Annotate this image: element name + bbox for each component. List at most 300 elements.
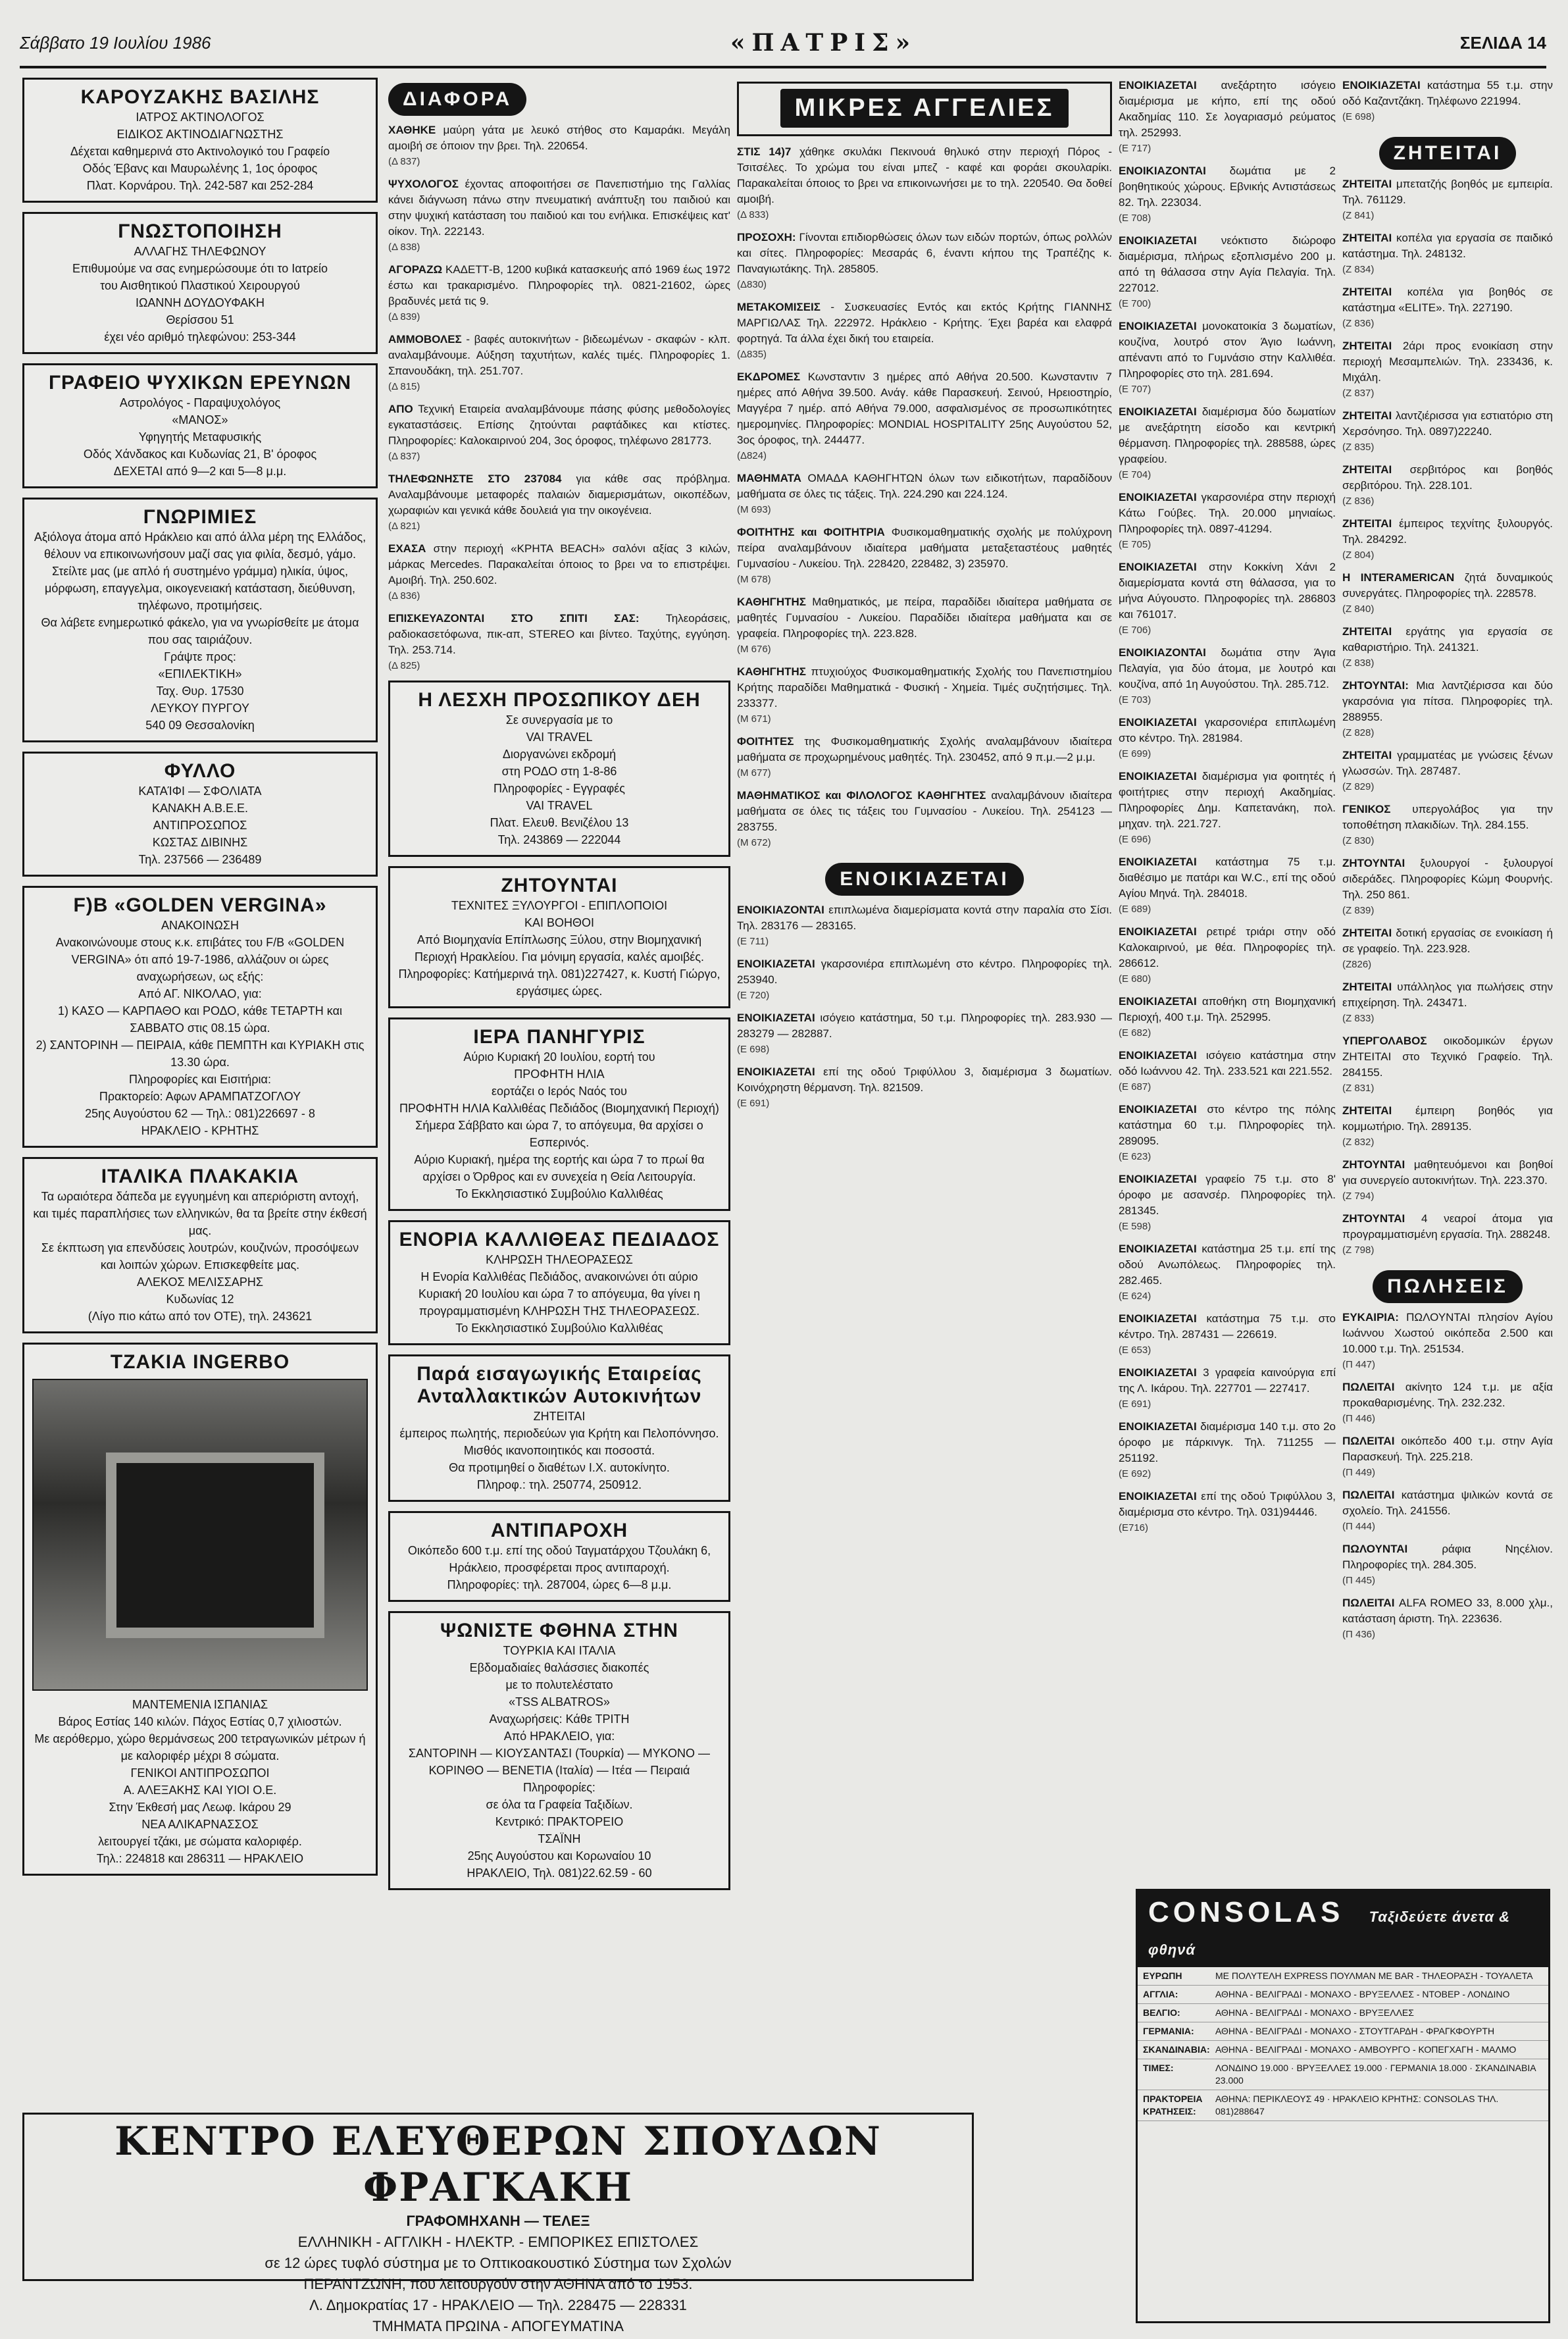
classified-code: (Δ 825) bbox=[388, 660, 420, 671]
classified-list bbox=[1342, 78, 1553, 125]
ad-line: Αναχωρήσεις: Κάθε ΤΡΙΤΗ bbox=[489, 1712, 630, 1726]
ad-line: εορτάζει ο Ιερός Ναός του bbox=[491, 1085, 627, 1098]
consolas-title: CONSOLAS bbox=[1148, 1896, 1344, 1928]
classified-text: γραμματέας με γνώσεις ξένων γλωσσών. Τηλ. 287487. bbox=[1342, 749, 1553, 777]
classified-code: (Μ 676) bbox=[737, 644, 771, 655]
consolas-travel-ad bbox=[1136, 1889, 1550, 2323]
ad-line: Από Βιομηχανία Επίπλωσης Ξύλου, στην Βιομηχανική Περιοχή Ηρακλείου. Για μόνιμη εργασία, καλές αμοιβές. bbox=[415, 933, 704, 964]
route-row bbox=[1138, 2022, 1548, 2041]
ad-line: Αξιόλογα άτομα από Ηράκλειο και από άλλα μέρη της Ελλάδος, θέλουν να επικοινωνήσουν μαζί σας για φιλία, δεσμό, γάμο. bbox=[34, 530, 367, 561]
classified-item bbox=[737, 594, 1112, 657]
classified-code: (Ζ 829) bbox=[1342, 781, 1375, 792]
route-country: ΠΡΑΚΤΟΡΕΙΑ ΚΡΑΤΗΣΕΙΣ: bbox=[1143, 2094, 1203, 2117]
ad-line: ΙΑΤΡΟΣ ΑΚΤΙΝΟΛΟΓΟΣ bbox=[136, 111, 265, 124]
school-ad-line: ΕΛΛΗΝΙΚΗ - ΑΓΓΛΙΚΗ - ΗΛΕΚΤΡ. - ΕΜΠΟΡΙΚΕΣ ΕΠΙΣΤΟΛΕΣ bbox=[297, 2234, 699, 2250]
classified-keyword: ΕΝΟΙΚΙΑΖΕΤΑΙ bbox=[1119, 320, 1197, 332]
classified-code: (Π 445) bbox=[1342, 1575, 1376, 1586]
classified-item bbox=[1342, 1433, 1553, 1481]
classified-keyword: ΑΜΜΟΒΟΛΕΣ bbox=[388, 333, 462, 346]
ad-line: Α. ΑΛΕΞΑΚΗΣ ΚΑΙ ΥΙΟΙ Ο.Ε. bbox=[123, 1784, 277, 1797]
ad-line: με το πολυτελέστατο bbox=[505, 1678, 613, 1691]
classified-keyword: ΖΗΤΕΙΤΑΙ bbox=[1342, 927, 1392, 939]
classified-text: Κωνσταντιν 3 ημέρες από Αθήνα 20.500. Κωνσταντιν 7 ημέρες από Αθήνα 39.500. Ανάγ. κάθε Παρασκευή. Σεινού, Ηρειοστηρίο, Μαγγέρα 7 ημέρ. από Αθήνα 79.000, ασφαλισμένος σε προσωπικότητες ημερομηνίες. Πληροφορίες: MONDIAL HOSPITALITY 25ης Αυγούστου 52, 3ος όροφος, τηλ. 244477. bbox=[737, 371, 1112, 446]
classified-code: (Δ 839) bbox=[388, 311, 420, 322]
classified-keyword: ΕΝΟΙΚΙΑΖΕΤΑΙ bbox=[1119, 995, 1197, 1008]
page-header bbox=[20, 26, 1546, 68]
classified-item bbox=[1342, 1595, 1553, 1643]
classified-keyword: ΖΗΤΕΙΤΑΙ bbox=[1342, 340, 1392, 352]
classified-code: (Δ 836) bbox=[388, 590, 420, 602]
classified-code: (Δ 838) bbox=[388, 242, 420, 253]
classified-text: χάθηκε σκυλάκι Πεκινουά θηλυκό στην περιοχή Πόρος - Τσιτσέλες. Το χρώμα του είναι μπεζ - καφέ και φοράει σκουλαρίκι. Παρακαλείται όποιος το βρει να επικοινωνήσει με το τηλ. 220540. Θα δοθεί αμοιβή. bbox=[737, 145, 1112, 205]
classified-item bbox=[1342, 1211, 1553, 1258]
classified-item bbox=[1119, 404, 1336, 483]
classified-code: (Ζ 798) bbox=[1342, 1245, 1375, 1256]
classified-text: οικόπεδο 400 τ.μ. στην Αγία Παρασκευή. Τηλ. 225.218. bbox=[1342, 1435, 1553, 1463]
classified-keyword: ΕΝΟΙΚΙΑΖΕΤΑΙ bbox=[1119, 561, 1197, 573]
classified-item bbox=[1119, 715, 1336, 762]
classified-code: (Ε 717) bbox=[1119, 143, 1151, 154]
classified-code: (Ζ 794) bbox=[1342, 1191, 1375, 1202]
issue-date: Σάββατο 19 Ιουλίου 1986 bbox=[20, 33, 211, 53]
ad-line: ΚΑΙ ΒΟΗΘΟΙ bbox=[524, 916, 595, 929]
classified-keyword: ΕΝΟΙΚΙΑΖΕΤΑΙ bbox=[1119, 856, 1197, 868]
classified-text: ανεξάρτητο ισόγειο διαμέρισμα με κήπο, επί της οδού Ακαδημίας 110. Σε λογαριασμό ρεύματος τηλ. 252993. bbox=[1119, 79, 1336, 139]
classified-code: (Δ824) bbox=[737, 450, 767, 461]
classified-text: - Συσκευασίες Εντός και εκτός Κρήτης ΓΙΑΝΝΗΣ ΜΑΡΓΙΩΛΑΣ Τηλ. 222972. Ηράκλειο - Κρήτης. Έχει βαρέα και ελαφρά φορτηγά. Τα άλλα έχει δική του εταιρεία. bbox=[737, 301, 1112, 345]
school-ad-title: ΚΕΝΤΡΟ ΕΛΕΥΘΕΡΩΝ ΣΠΟΥΔΩΝ ΦΡΑΓΚΑΚΗ bbox=[114, 2119, 882, 2211]
classified-text: υπάλληλος για πωλήσεις στην επιχείρηση. Τηλ. 243471. bbox=[1342, 981, 1553, 1009]
ad-line: στη ΡΟΔΟ στη 1-8-86 bbox=[501, 765, 617, 778]
classified-item bbox=[1119, 769, 1336, 848]
display-ad bbox=[22, 212, 378, 354]
classified-text: Τεχνική Εταιρεία αναλαμβάνουμε πάσης φύσης μεθοδολογίες εγκαταστάσεις. Επίσης ζητούνται ραφτάδικες και κτίστες. Πληροφορίες: Καλοκαιρινού 204, 3ος όροφος, τηλέφωνο 281773. bbox=[388, 403, 730, 447]
ad-line: ΑΛΛΑΓΗΣ ΤΗΛΕΦΩΝΟΥ bbox=[134, 245, 266, 258]
page-number: ΣΕΛΙΔΑ 14 bbox=[1459, 33, 1546, 53]
section-heading-zhteitai: ΖΗΤΕΙΤΑΙ bbox=[1379, 137, 1517, 170]
classified-text: αναλαμβάνουν ιδιαίτερα μαθήματα σε όλες τις τάξεις του Γυμνασίου - Λυκείου. Τηλ. 254123 — 283755. bbox=[737, 789, 1112, 833]
ad-line: (Λίγο πιο κάτω από τον ΟΤΕ), τηλ. 243621 bbox=[88, 1310, 313, 1323]
classified-keyword: ΦΟΙΤΗΤΗΣ και ΦΟΙΤΗΤΡΙΑ bbox=[737, 526, 885, 538]
classified-keyword: ΖΗΤΕΙΤΑΙ bbox=[1342, 232, 1392, 244]
classified-keyword: ΜΕΤΑΚΟΜΙΣΕΙΣ bbox=[737, 301, 821, 313]
ad-line: 2) ΣΑΝΤΟΡΙΝΗ — ΠΕΙΡΑΙΑ, κάθε ΠΕΜΠΤΗ και ΚΥΡΙΑΚΗ στις 13.30 ώρα. bbox=[36, 1039, 365, 1069]
classified-text: ΠΩΛΟΥΝΤΑΙ πλησίον Αγίου Ιωάννου Χωστού οικόπεδα 2.500 και 10.000 τ.μ. Τηλ. 251534. bbox=[1342, 1311, 1553, 1355]
classified-item bbox=[737, 299, 1112, 363]
ad-line: 25ης Αυγούστου 62 — Τηλ.: 081)226697 - 8 bbox=[85, 1107, 315, 1120]
classified-item bbox=[1119, 233, 1336, 312]
ad-title: ΨΩΝΙΣΤΕ ΦΘΗΝΑ ΣΤΗΝ bbox=[440, 1620, 678, 1641]
ad-title: ΚΑΡΟΥΖΑΚΗΣ ΒΑΣΙΛΗΣ bbox=[80, 86, 320, 108]
classified-item bbox=[388, 471, 730, 534]
ad-line: Πληροφορίες: τηλ. 287004, ώρες 6—8 μ.μ. bbox=[447, 1578, 672, 1591]
classified-keyword: ΜΑΘΗΜΑΤΑ bbox=[737, 472, 801, 484]
ad-line: Γράψτε προς: bbox=[164, 650, 236, 663]
classified-list bbox=[737, 144, 1112, 851]
ad-line: Δέχεται καθημερινά στο Ακτινολογικό του Γραφείο bbox=[70, 145, 330, 158]
ad-line: ΤΣΑΪΝΗ bbox=[538, 1832, 581, 1845]
ad-line: ΚΛΗΡΩΣΗ ΤΗΛΕΟΡΑΣΕΩΣ bbox=[486, 1253, 633, 1266]
classified-keyword: ΖΗΤΟΥΝΤΑΙ bbox=[1342, 1212, 1405, 1225]
ad-line: VAI TRAVEL bbox=[526, 731, 593, 744]
ad-title: Η ΛΕΣΧΗ ΠΡΟΣΩΠΙΚΟΥ ΔΕΗ bbox=[418, 689, 701, 711]
ad-line: Από ΑΓ. ΝΙΚΟΛΑΟ, για: bbox=[138, 987, 262, 1000]
ad-line: ΜΑΝΤΕΜΕΝΙΑ ΙΣΠΑΝΙΑΣ bbox=[132, 1698, 268, 1711]
classified-text: υπεργολάβος για την τοποθέτηση πλακιδίων. Τηλ. 284.155. bbox=[1342, 803, 1553, 831]
ad-line: ΔΕΧΕΤΑΙ από 9—2 και 5—8 μ.μ. bbox=[113, 465, 287, 478]
classified-text: μπετατζής βοηθός με εμπειρία. Τηλ. 761129. bbox=[1342, 178, 1553, 206]
ad-line: έμπειρος πωλητής, περιοδεύων για Κρήτη και Πελοπόννησο. bbox=[399, 1427, 719, 1440]
classified-item bbox=[1119, 645, 1336, 708]
section-heading-poliseis: ΠΩΛΗΣΕΙΣ bbox=[1373, 1270, 1523, 1303]
ad-title: ΖΗΤΟΥΝΤΑΙ bbox=[501, 875, 618, 896]
classified-code: (Μ 678) bbox=[737, 574, 771, 585]
classified-text: Γίνονται επιδιορθώσεις όλων των ειδών πορτών, όπως ρολλών και σίτες. Πληροφορίες: Μεσαράς 6, έναντι κήπου της Τραπέζης κ. Παναγιωτάκης. Τηλ. 285805. bbox=[737, 231, 1112, 275]
classified-item bbox=[1119, 1241, 1336, 1304]
classified-text: μαθητευόμενοι και βοηθοί για συνεργείο αυτοκινήτων. Τηλ. 223.370. bbox=[1342, 1158, 1553, 1187]
classified-text: ζητά δυναμικούς συνεργάτες. Πληροφορίες τηλ. 228578. bbox=[1342, 571, 1553, 600]
classified-item bbox=[1342, 979, 1553, 1027]
school-ad-line: σε 12 ώρες τυφλό σύστημα με το Οπτικοακουστικό Σύστημα των Σχολών bbox=[265, 2255, 732, 2271]
classified-item bbox=[737, 144, 1112, 223]
classified-item bbox=[1342, 748, 1553, 795]
classified-item bbox=[737, 525, 1112, 588]
classified-code: (Μ 672) bbox=[737, 837, 771, 848]
classified-keyword: ΕΝΟΙΚΙΑΖΕΤΑΙ bbox=[1119, 770, 1197, 783]
classified-keyword: ΧΑΘΗΚΕ bbox=[388, 124, 436, 136]
classified-list bbox=[1342, 1310, 1553, 1643]
classified-code: (Ε 706) bbox=[1119, 625, 1151, 636]
school-ad-line: ΤΜΗΜΑΤΑ ΠΡΩΙΝΑ - ΑΠΟΓΕΥΜΑΤΙΝΑ bbox=[372, 2318, 624, 2334]
ad-line: ΚΑΝΑΚΗ Α.Β.Ε.Ε. bbox=[151, 802, 249, 815]
classified-keyword: ΕΝΟΙΚΙΑΖΕΤΑΙ bbox=[737, 958, 815, 970]
classified-text: γκαρσονιέρα επιπλωμένη στο κέντρο. Πληροφορίες τηλ. 253940. bbox=[737, 958, 1112, 986]
classified-keyword: ΖΗΤΕΙΤΑΙ bbox=[1342, 286, 1392, 298]
ad-line: Αύριο Κυριακή 20 Ιουλίου, εορτή του bbox=[463, 1050, 655, 1064]
classified-item bbox=[737, 1010, 1112, 1058]
route-detail: ΑΘΗΝΑ: ΠΕΡΙΚΛΕΟΥΣ 49 · ΗΡΑΚΛΕΙΟ ΚΡΗΤΗΣ: CONSOLAS ΤΗΛ. 081)288647 bbox=[1215, 2094, 1499, 2117]
consolas-tagline: Ταξιδεύετε άνετα & φθηνά bbox=[1148, 1909, 1511, 1958]
classified-code: (Ε 689) bbox=[1119, 904, 1151, 915]
classified-item bbox=[1119, 1365, 1336, 1412]
classified-code: (Π 447) bbox=[1342, 1359, 1376, 1370]
display-ad bbox=[388, 1354, 730, 1502]
classified-text: κοπέλα για εργασία σε παιδικό κατάστημα. Τηλ. 248132. bbox=[1342, 232, 1553, 260]
consolas-route-table bbox=[1138, 1967, 1548, 2121]
classified-item bbox=[1342, 1487, 1553, 1535]
classified-keyword: ΠΩΛΕΙΤΑΙ bbox=[1342, 1435, 1395, 1447]
classified-keyword: ΤΗΛΕΦΩΝΗΣΤΕ ΣΤΟ 237084 bbox=[388, 473, 562, 485]
classified-text: γραφείο 75 τ.μ. στο 8' όροφο με ασανσέρ. Πληροφορίες τηλ. 281345. bbox=[1119, 1173, 1336, 1217]
classified-item bbox=[1342, 78, 1553, 125]
classified-text: ισόγειο κατάστημα, 50 τ.μ. Πληροφορίες τηλ. 283.930 — 283279 — 282887. bbox=[737, 1012, 1112, 1040]
ad-line: «TSS ALBATROS» bbox=[509, 1695, 610, 1709]
classified-item bbox=[1342, 1541, 1553, 1589]
classified-keyword: ΕΝΟΙΚΙΑΖΕΤΑΙ bbox=[1119, 1420, 1197, 1433]
classified-code: (Δ 837) bbox=[388, 156, 420, 167]
classified-item bbox=[388, 541, 730, 604]
classified-code: (Ε 692) bbox=[1119, 1468, 1151, 1479]
classified-text: ALFA ROMEO 33, 8.000 χλμ., κατάσταση άριστη. Τηλ. 223636. bbox=[1342, 1597, 1553, 1625]
ad-line: Πλατ. Ελευθ. Βενιζέλου 13 bbox=[490, 816, 629, 829]
ad-line: Θερίσσου 51 bbox=[166, 313, 234, 326]
classified-keyword: ΖΗΤΟΥΝΤΑΙ bbox=[1342, 1158, 1405, 1171]
ad-line: ΗΡΑΚΛΕΙΟ, Τηλ. 081)22.62.59 - 60 bbox=[467, 1866, 652, 1880]
ad-line: ΙΩΑΝΝΗ ΔΟΥΔΟΥΦΑΚΗ bbox=[135, 296, 265, 309]
classified-item bbox=[737, 230, 1112, 293]
classified-code: (Ζ 836) bbox=[1342, 318, 1375, 329]
ad-line: ΗΡΑΚΛΕΙΟ - ΚΡΗΤΗΣ bbox=[141, 1124, 259, 1137]
ad-line: ΕΙΔΙΚΟΣ ΑΚΤΙΝΟΔΙΑΓΝΩΣΤΗΣ bbox=[116, 128, 284, 141]
ad-line: Σήμερα Σάββατο και ώρα 7, το απόγευμα, θα αρχίσει ο Εσπερινός. bbox=[415, 1119, 703, 1149]
classified-item bbox=[737, 664, 1112, 727]
ad-line: Μισθός ικανοποιητικός και ποσοστά. bbox=[463, 1444, 655, 1457]
classified-item bbox=[737, 1064, 1112, 1112]
route-country: ΒΕΛΓΙΟ: bbox=[1143, 2007, 1180, 2018]
ad-line: Υφηγητής Μεταφυσικής bbox=[138, 430, 262, 444]
classified-keyword: ΣΤΙΣ 14)7 bbox=[737, 145, 792, 158]
ad-line: σε όλα τα Γραφεία Ταξιδίων. bbox=[486, 1798, 633, 1811]
classified-keyword: ΜΑΘΗΜΑΤΙΚΟΣ και ΦΙΛΟΛΟΓΟΣ ΚΑΘΗΓΗΤΕΣ bbox=[737, 789, 986, 802]
classified-code: (Ε 691) bbox=[737, 1098, 770, 1109]
ad-line: ΑΛΕΚΟΣ ΜΕΛΙΣΣΑΡΗΣ bbox=[136, 1275, 264, 1289]
display-ad bbox=[22, 498, 378, 742]
classified-text: πτυχιούχος Φυσικομαθηματικής Σχολής του Πανεπιστημίου Κρήτης παραδίδει Μαθηματικά - Φυσική - Χημεία. Τιμές συζητήσιμες. Τηλ. 233377. bbox=[737, 665, 1112, 709]
classified-code: (Ζ826) bbox=[1342, 959, 1372, 970]
classified-code: (Ζ 831) bbox=[1342, 1083, 1375, 1094]
ad-line: ΑΝΑΚΟΙΝΩΣΗ bbox=[161, 919, 240, 932]
classified-text: επί της οδού Τριφύλλου 3, διαμέρισμα στο κέντρο. Τηλ. 031)94446. bbox=[1119, 1490, 1336, 1518]
classified-text: μονοκατοικία 3 δωματίων, κουζίνα, λουτρό στον Άγιο Ιωάννη, απέναντι από το Γυμνάσιο στην Καλλιθέα. Πληροφορίες στο τηλ. 281.694. bbox=[1119, 320, 1336, 380]
ad-line: Οδός Έβανς και Μαυρωλένης 1, 1ος όροφος bbox=[82, 162, 318, 175]
classified-code: (Ε 698) bbox=[737, 1044, 770, 1055]
classified-keyword: ΖΗΤΕΙΤΑΙ bbox=[1342, 178, 1392, 190]
classified-keyword: ΕΝΟΙΚΙΑΖΕΤΑΙ bbox=[1119, 1366, 1197, 1379]
classified-code: (Δ 833) bbox=[737, 209, 769, 220]
school-ad-line: ΠΕΡΑΝΤΖΩΝΗ, που λειτουργούν στην ΑΘΗΝΑ από το 1953. bbox=[303, 2276, 693, 2292]
classified-keyword: ΕΝΟΙΚΙΑΖΕΤΑΙ bbox=[1119, 1049, 1197, 1062]
ad-line: Πληροφορίες: Κατήμερινά τηλ. 081)227427, κ. Κυστή Γιώργο, εργάσιμες ώρες. bbox=[398, 967, 721, 998]
ad-line: Η Ενορία Καλλιθέας Πεδιάδος, ανακοινώνει ότι αύριο Κυριακή 20 Ιουλίου και ώρα 7 το απόγευμα, θα γίνει η προγραμματισμένη ΚΛΗΡΩΣΗ ΤΗΣ ΤΗΛΕΟΡΑΣΕΩΣ. bbox=[418, 1270, 700, 1318]
classified-text: κοπέλα για βοηθός σε κατάστημα «ELITE». Τηλ. 227190. bbox=[1342, 286, 1553, 314]
classified-item bbox=[388, 401, 730, 465]
classified-item bbox=[1342, 230, 1553, 278]
route-row bbox=[1138, 2090, 1548, 2121]
classified-item bbox=[1119, 1171, 1336, 1235]
ad-line: Από ΗΡΑΚΛΕΙΟ, για: bbox=[503, 1730, 615, 1743]
ad-line: Τηλ. 243869 — 222044 bbox=[497, 833, 621, 846]
classified-keyword: ΠΩΛΕΙΤΑΙ bbox=[1342, 1489, 1395, 1501]
classified-text: δοτική εργασίας σε ενοικίαση ή σε γραφείο. Τηλ. 223.928. bbox=[1342, 927, 1553, 955]
classified-text: σερβιτόρος και βοηθός σερβιτόρου. Τηλ. 228.101. bbox=[1342, 463, 1553, 492]
ad-line: Πληροφορίες: bbox=[523, 1781, 595, 1794]
classified-code: (Μ 671) bbox=[737, 713, 771, 725]
classified-text: έμπειρος τεχνίτης ξυλουργός. Τηλ. 284292. bbox=[1342, 517, 1553, 546]
classified-code: (Ζ 828) bbox=[1342, 727, 1375, 738]
classified-text: για κάθε σας πρόβλημα. Αναλαμβάνουμε μεταφορές παλαιών διαμερισμάτων, οικοπέδων, χωραφιών και γενικά κάθε δουλειά για την οικογένεια. bbox=[388, 473, 730, 517]
column-rentals bbox=[1119, 78, 1336, 1543]
classified-code: (Δ 837) bbox=[388, 451, 420, 462]
classified-code: (Ε 700) bbox=[1119, 298, 1151, 309]
classified-item bbox=[1119, 78, 1336, 157]
display-ad bbox=[388, 1611, 730, 1890]
ad-title: ΤΖΑΚΙΑ INGERBO bbox=[110, 1351, 290, 1373]
classified-code: (Ε 699) bbox=[1119, 748, 1151, 759]
classified-code: (Ζ 833) bbox=[1342, 1013, 1375, 1024]
classified-keyword: ΕΝΟΙΚΙΑΖΕΤΑΙ bbox=[1119, 1103, 1197, 1116]
classified-code: (Ε 707) bbox=[1119, 384, 1151, 395]
classified-item bbox=[388, 611, 730, 674]
classified-item bbox=[1342, 925, 1553, 973]
classified-text: έχοντας αποφοιτήσει σε Πανεπιστήμιο της Γαλλίας κάνει διάγνωση πάνω στην πνευματική ανάπτυξη του παιδιού και στην ψυχική κατάσταση του παιδιού και του ενήλικα. Επισκέψεις κατ' οίκον. Τηλ. 222143. bbox=[388, 178, 730, 238]
classified-code: (Ε 708) bbox=[1119, 213, 1151, 224]
classified-code: (Ε 705) bbox=[1119, 539, 1151, 550]
classified-keyword: ΕΝΟΙΚΙΑΖΕΤΑΙ bbox=[1119, 1312, 1197, 1325]
ad-line: «ΜΑΝΟΣ» bbox=[172, 413, 228, 426]
classified-code: (Ε 698) bbox=[1342, 111, 1375, 122]
classified-keyword: ΕΧΑΣΑ bbox=[388, 542, 426, 555]
classified-keyword: ΕΥΚΑΙΡΙΑ: bbox=[1342, 1311, 1399, 1324]
ad-line: Στην Έκθεσή μας Λεωφ. Ικάρου 29 bbox=[109, 1801, 291, 1814]
classified-item bbox=[1119, 1489, 1336, 1536]
classified-item bbox=[1342, 802, 1553, 849]
classified-keyword: ΖΗΤΕΙΤΑΙ bbox=[1342, 749, 1392, 761]
classified-keyword: ΕΝΟΙΚΙΑΖΕΤΑΙ bbox=[1119, 1173, 1197, 1185]
ad-line: του Αισθητικού Πλαστικού Χειρουργού bbox=[100, 279, 300, 292]
classified-code: (Ε 720) bbox=[737, 990, 770, 1001]
ad-line: Επιθυμούμε να σας ενημερώσουμε ότι το Ιατρείο bbox=[72, 262, 328, 275]
route-country: ΓΕΡΜΑΝΙΑ: bbox=[1143, 2026, 1194, 2036]
classified-item bbox=[1119, 490, 1336, 553]
classified-keyword: ΖΗΤΕΙΤΑΙ bbox=[1342, 625, 1392, 638]
classified-keyword: ΦΟΙΤΗΤΕΣ bbox=[737, 735, 794, 748]
classified-text: Φυσικομαθηματικής σχολής με πολύχρονη πείρα αναλαμβάνουν ιδιαίτερα μαθήματα μεταξεταστέους μαθητές Γυμνασίου - Λυκείου. Τηλ. 228420, 228482, 3) 235970. bbox=[737, 526, 1112, 570]
classified-code: (Ε 682) bbox=[1119, 1027, 1151, 1039]
classified-text: στην περιοχή «ΚΡΗΤΑ BEACH» σαλόνι αξίας 3 κιλών, μάρκας Mercedes. Παρακαλείται όποιος το βρει να το επιστρέψει. Αμοιβή. Τηλ. 250.602. bbox=[388, 542, 730, 586]
classified-item bbox=[1342, 624, 1553, 671]
classified-text: ξυλουργοί - ξυλουργοί σιδεράδες. Πληροφορίες Κώμη Φουρνής. Τηλ. 250 861. bbox=[1342, 857, 1553, 901]
classified-keyword: ΖΗΤΟΥΝΤΑΙ bbox=[1342, 857, 1405, 869]
classified-keyword: ΖΗΤΕΙΤΑΙ bbox=[1342, 981, 1392, 993]
route-row bbox=[1138, 2041, 1548, 2059]
route-detail: ΑΘΗΝΑ - ΒΕΛΙΓΡΑΔΙ - ΜΟΝΑΧΟ - ΒΡΥΞΕΛΛΕΣ - ΝΤΟΒΕΡ - ΛΟΝΔΙΝΟ bbox=[1215, 1989, 1510, 1999]
fireplace-photo bbox=[32, 1379, 368, 1691]
classified-code: (Ε 696) bbox=[1119, 834, 1151, 845]
classified-code: (Ε 703) bbox=[1119, 694, 1151, 706]
classified-keyword: ΖΗΤΟΥΝΤΑΙ: bbox=[1342, 679, 1409, 692]
classified-code: (Ζ 832) bbox=[1342, 1137, 1375, 1148]
school-ad-subtitle: ΓΡΑΦΟΜΗΧΑΝΗ — ΤΕΛΕΞ bbox=[406, 2213, 590, 2229]
classified-keyword: ΕΝΟΙΚΙΑΖΕΤΑΙ bbox=[1119, 1243, 1197, 1255]
classified-keyword: ΕΝΟΙΚΙΑΖΕΤΑΙ bbox=[1119, 716, 1197, 729]
ad-line: Θα προτιμηθεί ο διαθέτων Ι.Χ. αυτοκίνητο. bbox=[449, 1461, 670, 1474]
ad-line: ΠΡΟΦΗΤΗ ΗΛΙΑ bbox=[514, 1067, 605, 1081]
display-ad bbox=[22, 886, 378, 1148]
classified-item bbox=[1119, 1048, 1336, 1095]
ad-title: ΑΝΤΙΠΑΡΟΧΗ bbox=[490, 1520, 628, 1541]
classified-item bbox=[388, 176, 730, 255]
route-row bbox=[1138, 2059, 1548, 2090]
ad-line: ΖΗΤΕΙΤΑΙ bbox=[533, 1410, 586, 1423]
section-heading-enoikiazetai: ΕΝΟΙΚΙΑΖΕΤΑΙ bbox=[825, 863, 1023, 896]
ad-line: ΝΕΑ ΑΛΙΚΑΡΝΑΣΣΟΣ bbox=[141, 1818, 259, 1831]
ad-line: Στείλτε μας (με απλό ή συστημένο γράμμα) ηλικία, ύψος, μόρφωση, επαγγελμα, οικογενειακή κατάσταση, διεύθυνση, τηλέφωνο, προτιμήσεις. bbox=[45, 565, 355, 612]
classified-item bbox=[1119, 319, 1336, 398]
classified-item bbox=[1119, 1102, 1336, 1165]
ad-line: «ΕΠΙΛΕΚΤΙΚΗ» bbox=[158, 667, 242, 681]
classified-code: (Ε716) bbox=[1119, 1522, 1149, 1533]
ad-title: ΕΝΟΡΙΑ ΚΑΛΛΙΘΕΑΣ ΠΕΔΙΑΔΟΣ bbox=[399, 1229, 720, 1250]
classified-item bbox=[737, 902, 1112, 950]
classified-text: διαμέρισμα δύο δωματίων με ανεξάρτητη είσοδο και κεντρική θέρμανση. Πληροφορίες τηλ. 288588, ώρες γραφείου. bbox=[1119, 405, 1336, 465]
classified-keyword: ΠΩΛΕΙΤΑΙ bbox=[1342, 1381, 1395, 1393]
classified-code: (Ε 598) bbox=[1119, 1221, 1151, 1232]
ad-line: Τηλ. 237566 — 236489 bbox=[138, 853, 262, 866]
ad-title: ΓΝΩΣΤΟΠΟΙΗΣΗ bbox=[118, 220, 282, 242]
classified-text: 3 γραφεία καινούργια επί της Λ. Ικάρου. Τηλ. 227701 — 227417. bbox=[1119, 1366, 1336, 1395]
classified-text: 4 νεαροί άτομα για προγραμματισμένη εργασία. Τηλ. 288248. bbox=[1342, 1212, 1553, 1241]
classified-text: επί της οδού Τριφύλλου 3, διαμέρισμα 3 δωματίων. Κοινόχρηστη θέρμανση. Τηλ. 821509. bbox=[737, 1066, 1112, 1094]
ad-line: Κυδωνίας 12 bbox=[166, 1293, 234, 1306]
route-detail: ΑΘΗΝΑ - ΒΕΛΙΓΡΑΔΙ - ΜΟΝΑΧΟ - ΣΤΟΥΤΓΑΡΔΗ - ΦΡΑΓΚΦΟΥΡΤΗ bbox=[1215, 2026, 1495, 2036]
classified-code: (Ε 623) bbox=[1119, 1151, 1151, 1162]
classified-item bbox=[1342, 856, 1553, 919]
classified-text: της Φυσικομαθηματικής Σχολής αναλαμβάνουν ιδιαίτερα μαθήματα σε προχωρημένους μαθητές. Τηλ. 230452, από 9 π.μ.—2 μ.μ. bbox=[737, 735, 1112, 763]
classified-text: επιπλωμένα διαμερίσματα κοντά στην παραλία στο Σίσι. Τηλ. 283176 — 283165. bbox=[737, 904, 1112, 932]
classified-item bbox=[737, 788, 1112, 851]
classified-text: Μαθηματικός, με πείρα, παραδίδει ιδιαίτερα μαθήματα σε μαθητές Γυμνασίου - Λυκείου. Παραδίδει ιδιαίτερα μαθήματα και σε γραφεία. Πληροφορίες τηλ. 223.828. bbox=[737, 596, 1112, 640]
classified-keyword: ΠΡΟΣΟΧΗ: bbox=[737, 231, 796, 244]
classified-keyword: ΕΝΟΙΚΙΑΖΕΤΑΙ bbox=[1119, 79, 1197, 91]
classified-code: (Δ 821) bbox=[388, 521, 420, 532]
classified-item bbox=[1119, 994, 1336, 1041]
classified-text: ΚΑΔΕΤΤ-Β, 1200 κυβικά κατασκευής από 1969 έως 1972 έστω και τρακαρισμένο. Πληροφορίες τηλ. 0821-21602, ώρες βραδυνές μετά τις 9. bbox=[388, 263, 730, 307]
route-row bbox=[1138, 1986, 1548, 2004]
classified-list bbox=[388, 122, 730, 674]
classified-item bbox=[1342, 1157, 1553, 1204]
ad-line: Τα ωραιότερα δάπεδα με εγγυημένη και απεριόριστη αντοχή, και τιμές παραπλήσιες των ελληνικών, θα τα βρείτε στην έκθεσή μας. bbox=[33, 1190, 367, 1237]
classified-item bbox=[1342, 284, 1553, 332]
classified-code: (Π 449) bbox=[1342, 1467, 1376, 1478]
classified-text: ισόγειο κατάστημα στην οδό Ιωάννου 42. Τηλ. 233.521 και 221.552. bbox=[1119, 1049, 1336, 1077]
classified-code: (Δ 815) bbox=[388, 381, 420, 392]
classified-code: (Μ 693) bbox=[737, 504, 771, 515]
ad-title: ΦΥΛΛΟ bbox=[164, 760, 236, 782]
display-ad bbox=[22, 363, 378, 488]
classified-text: στο κέντρο της πόλης κατάστημα 60 τ.μ. Πληροφορίες τηλ. 289095. bbox=[1119, 1103, 1336, 1147]
ad-line: Σε συνεργασία με το bbox=[505, 713, 613, 727]
ad-line: Πληροφ.: τηλ. 250774, 250912. bbox=[476, 1478, 642, 1491]
ad-line: ΚΑΤΑΊΦΙ — ΣΦΟΛΙΑΤΑ bbox=[138, 784, 262, 798]
classified-text: ΟΜΑΔΑ ΚΑΘΗΓΗΤΩΝ όλων των ειδικοτήτων, παραδίδουν μαθήματα σε όλες τις τάξεις. Τηλ. 224.290 και 224.124. bbox=[737, 472, 1112, 500]
classified-item bbox=[1119, 924, 1336, 987]
classified-text: λαντζιέρισσα για εστιατόριο στη Χερσόνησο. Τηλ. 0897)22240. bbox=[1342, 409, 1553, 438]
display-ad bbox=[22, 78, 378, 203]
classified-code: (Ε 680) bbox=[1119, 973, 1151, 985]
classified-text: διαμέρισμα για φοιτητές ή φοιτήτριες στην περιοχή Ακαδημίας. Πληροφορίες Δημ. Καπετανάκη, πολ. μηχαν. τηλ. 221.727. bbox=[1119, 770, 1336, 830]
classified-item bbox=[1342, 1103, 1553, 1150]
ad-line: ΛΕΥΚΟΥ ΠΥΡΓΟΥ bbox=[151, 702, 249, 715]
ad-line: ΤΕΧΝΙΤΕΣ ΞΥΛΟΥΡΓΟΙ - ΕΠΙΠΛΟΠΟΙΟΙ bbox=[451, 899, 668, 912]
classified-text: ρετιρέ τριάρι στην οδό Καλοκαιρινού, με θέα. Πληροφορίες τηλ. 286612. bbox=[1119, 925, 1336, 969]
ad-line: Με αερόθερμο, χώρο θερμάνσεως 200 τετραγωνικών μέτρων ή με καλοριφέρ μέχρι 8 σώματα. bbox=[34, 1732, 366, 1762]
classified-keyword: ΕΚΔΡΟΜΕΣ bbox=[737, 371, 801, 383]
classified-item bbox=[1342, 1379, 1553, 1427]
classified-keyword: ΚΑΘΗΓΗΤΗΣ bbox=[737, 596, 806, 608]
classified-item bbox=[1342, 1033, 1553, 1096]
classified-code: (Δ830) bbox=[737, 279, 767, 290]
classified-text: κατάστημα 75 τ.μ. διαθέσιμο με πατάρι και W.C., επί της οδού Αγίου Μηνά. Τηλ. 284018. bbox=[1119, 856, 1336, 900]
